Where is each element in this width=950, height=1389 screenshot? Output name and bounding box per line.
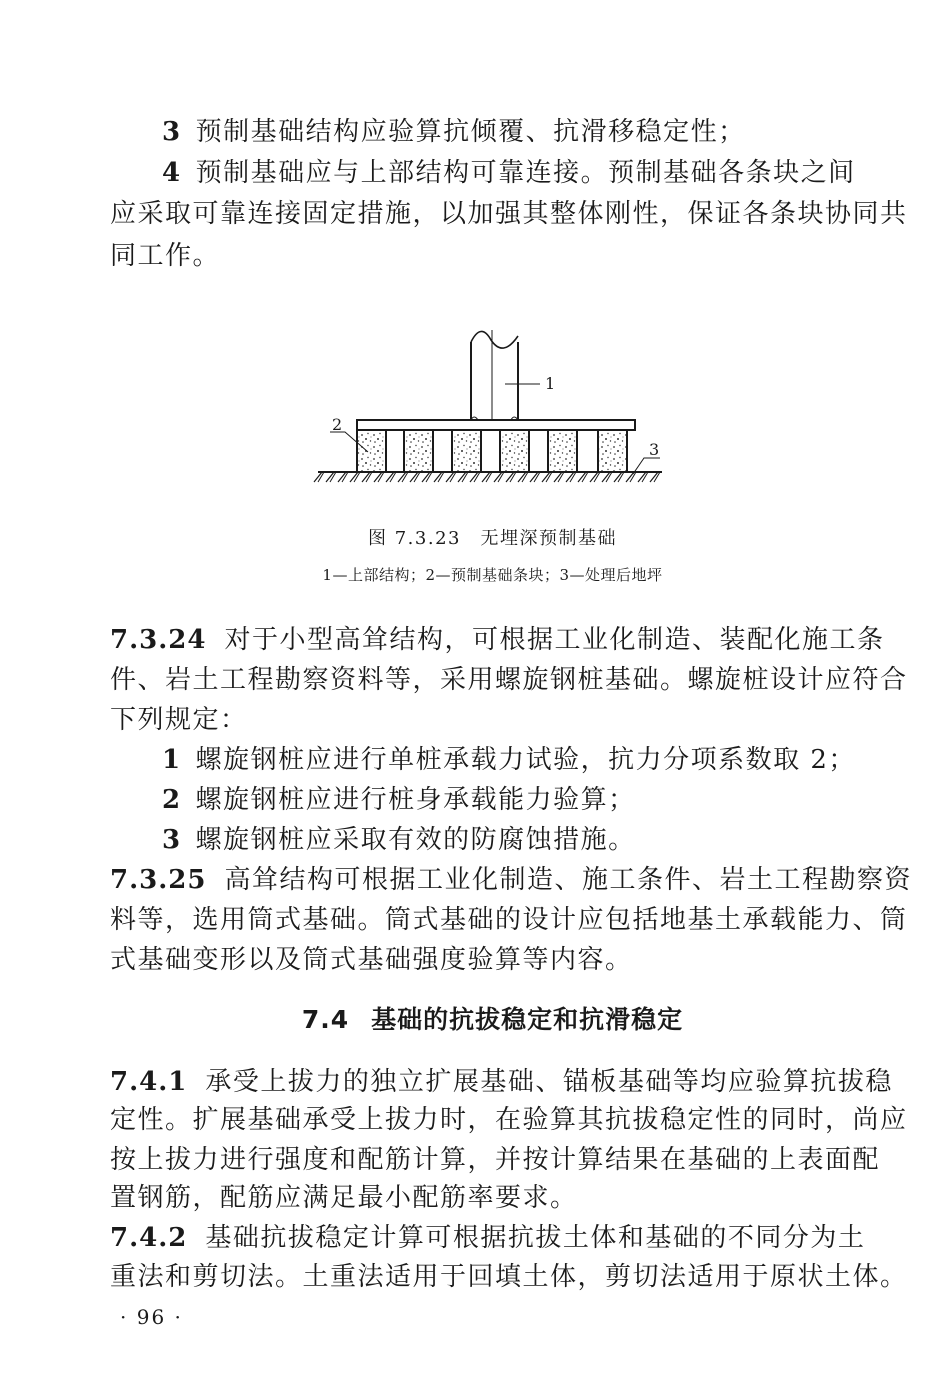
clause-7-4-1 [110,1062,893,1102]
clause-text: 对于小型高耸结构，可根据工业化制造、装配化施工条 [224,625,885,655]
paragraph-line: 同工作。 [110,241,221,271]
paragraph-line: 按上拔力进行强度和配筋计算，并按计算结果在基础的上表面配 [110,1145,881,1175]
list-item-text: 预制基础应与上部结构可靠连接。预制基础各条块之间 [195,158,856,188]
precast-block [548,430,577,472]
paragraph-line: 置钢筋，配筋应满足最小配筋率要求。 [110,1183,578,1213]
paragraph-line: 件、岩土工程勘察资料等，采用螺旋钢桩基础。螺旋桩设计应符合 [110,665,908,695]
list-item-number: 1 [162,745,182,775]
clause-number: 7.3.25 [110,865,207,895]
figure-legend: 1—上部结构；2—预制基础条块；3—处理后地坪 [322,566,663,584]
precast-block [357,430,386,472]
list-item-number: 4 [162,158,182,188]
paragraph-line: 定性。扩展基础承受上拔力时，在验算其抗拔稳定性的同时，尚应 [110,1105,908,1135]
superstructure-column [471,330,518,420]
paragraph-line: 重法和剪切法。土重法适用于回填土体，剪切法适用于原状土体。 [110,1262,908,1292]
list-item-text: 预制基础结构应验算抗倾覆、抗滑移稳定性； [195,117,746,147]
precast-block [404,430,433,472]
section-title: 基础的抗拔稳定和抗滑稳定 [371,1005,684,1034]
paragraph-line: 式基础变形以及筒式基础强度验算等内容。 [110,945,633,975]
list-item-number: 3 [162,117,182,147]
precast-block [598,430,627,472]
ground-hatching [314,472,662,482]
section-heading [110,1000,875,1040]
page-number: · 96 · [120,1305,183,1329]
list-item-text: 螺旋钢桩应进行桩身承载能力验算； [195,785,636,815]
clause-text: 高耸结构可根据工业化制造、施工条件、岩土工程勘察资 [224,865,912,895]
clause-7-4-2 [110,1218,875,1258]
precast-block [500,430,529,472]
list-item [162,740,875,780]
callout-1: 1 [545,374,556,393]
clause-text: 承受上拔力的独立扩展基础、锚板基础等均应验算抗拔稳 [205,1067,893,1097]
list-item-text: 螺旋钢桩应采取有效的防腐蚀措施。 [195,825,636,855]
clause-number: 7.4.2 [110,1223,188,1253]
clause-number: 7.3.24 [110,625,207,655]
precast-blocks [357,430,627,472]
connecting-plate [357,420,635,430]
foundation-figure [0,0,950,520]
list-item-text: 螺旋钢桩应进行单桩承载力试验，抗力分项系数取 2； [195,745,856,775]
section-number: 7.4 [301,1005,350,1034]
list-item [162,820,875,860]
paragraph-line: 下列规定： [110,705,248,735]
list-item-number: 2 [162,785,182,815]
precast-block [452,430,481,472]
callout-2: 2 [332,415,343,434]
clause-number: 7.4.1 [110,1067,188,1097]
clause-text: 基础抗拔稳定计算可根据抗拔土体和基础的不同分为土 [205,1223,866,1253]
list-item-number: 3 [162,825,182,855]
clause-7-3-24 [110,620,885,660]
clause-7-3-25 [110,860,912,900]
figure-caption: 图 7.3.23 无埋深预制基础 [368,528,617,549]
paragraph-line: 料等，选用筒式基础。筒式基础的设计应包括地基土承载能力、筒 [110,905,908,935]
paragraph-line: 应采取可靠连接固定措施，以加强其整体刚性，保证各条块协同共 [110,199,908,229]
list-item [162,780,875,820]
callout-3: 3 [649,440,660,459]
